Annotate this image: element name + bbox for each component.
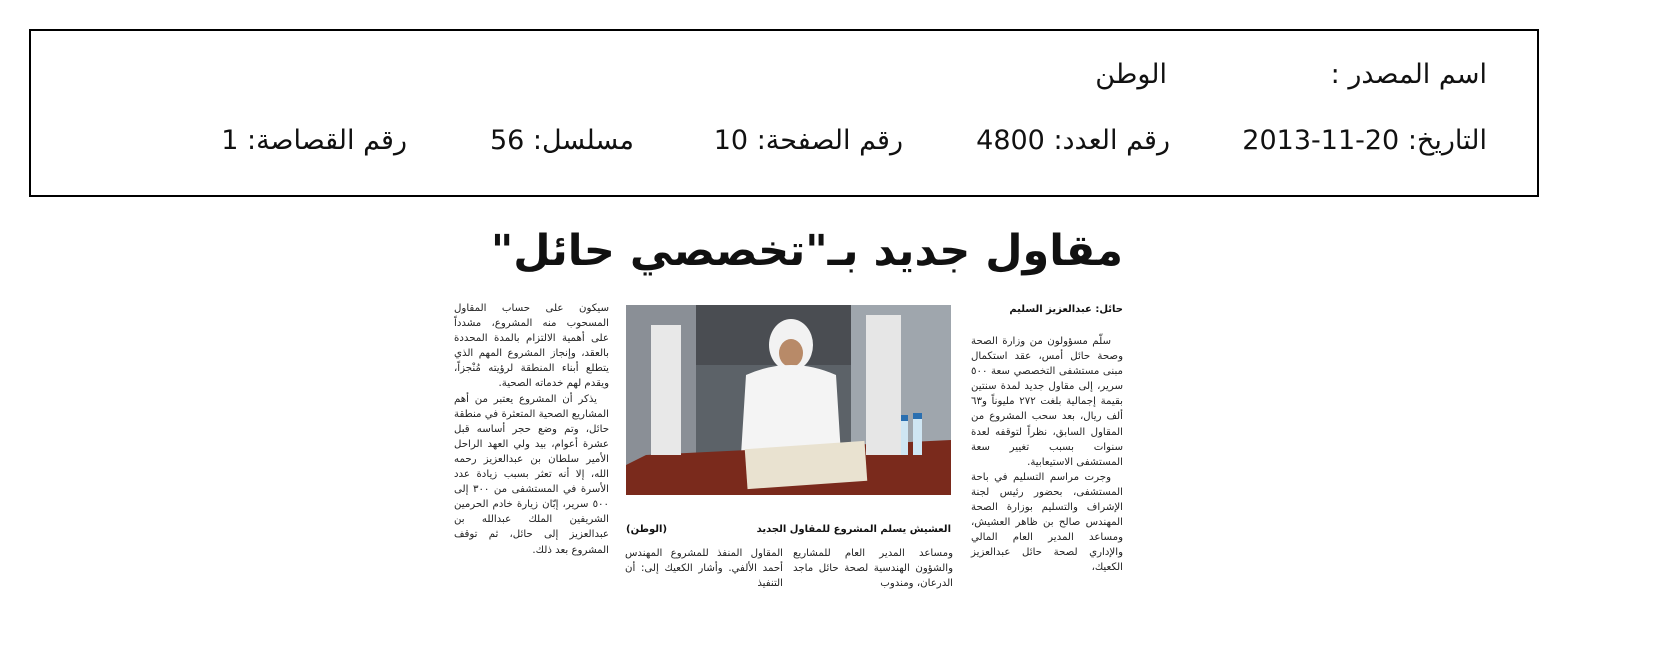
- photo-illustration: [626, 305, 951, 495]
- article-byline: حائل: عبدالعزيز السليم: [1009, 304, 1123, 315]
- paragraph: وجرت مراسم التسليم في باحة المستشفى، بحضور رئيس لجنة الإشراف والتسليم بوزارة الصحة المهندس صالح بن ظاهر العشيش، ومساعد المدير العام المالي والإداري لصحة حائل عبدالعزيز الكعيك،: [971, 471, 1123, 574]
- paragraph: ومساعد المدير العام للمشاريع والشؤون الهندسية لصحة حائل ماجد الدرعان، ومندوب: [793, 548, 953, 590]
- paragraph: المقاول المنفذ للمشروع المهندس أحمد الألفي. وأشار الكعيك إلى: أن التنفيذ: [625, 548, 783, 590]
- article-column-right: [971, 334, 1123, 576]
- issue-number-field: رقم العدد: 4800: [976, 125, 1170, 156]
- date-field: التاريخ: 20-11-2013: [1242, 125, 1487, 156]
- newspaper-article: [455, 228, 1123, 668]
- photo-credit: (الوطن): [626, 524, 668, 535]
- caption-text: العشيش يسلم المشروع للمقاول الجديد: [756, 524, 951, 535]
- source-value: الوطن: [1095, 59, 1167, 90]
- photo-caption: [626, 524, 951, 535]
- page-number-field: رقم الصفحة: 10: [713, 125, 903, 156]
- article-photo: [626, 305, 951, 495]
- clipping-number-field: رقم القصاصة: 1: [221, 125, 407, 156]
- article-headline: مقاول جديد بـ"تخصصي حائل": [490, 226, 1123, 276]
- serial-field: مسلسل: 56: [489, 125, 634, 156]
- paragraph: سلّم مسؤولون من وزارة الصحة وصحة حائل أمس، عقد استكمال مبنى مستشفى التخصصي سعة ٥٠٠ سرير، إلى مقاول جديد لمدة سنتين بقيمة إجمالية بلغت ٢٧٢ مليوناً و٦٣ ألف ريال، بعد سحب المشروع من المقاول السابق، نظراً لتوقفه لعدة سنوات بسبب تغيير سعة المستشفى الاستيعابية.: [971, 336, 1123, 468]
- article-column-mid-a: [793, 546, 953, 591]
- paragraph: يذكر أن المشروع يعتبر من أهم المشاريع الصحية المتعثرة في منطقة حائل، وتم وضع حجر أساسه قبل عشرة أعوام، بيد ولي العهد الراحل الأمير سلطان بن عبدالعزيز رحمه الله، إلا أنه تعثر بسبب زيادة عدد الأسرة في المستشفى من ٣٠٠ إلى ٥٠٠ سرير، إبّان زيارة خادم الحرمين الشريفين الملك عبدالله بن عبدالعزيز إلى حائل، ثم توقف المشروع بعد ذلك.: [454, 393, 609, 556]
- paragraph: سيكون على حساب المقاول المسحوب منه المشروع، مشدداً على أهمية الالتزام بالمدة المحددة بالعقد، وإنجاز المشروع المهم الذي يتطلع أبناء المنطقة لرؤيته مُنْجزاً، ويقدم لهم خدماته الصحية.: [454, 303, 609, 390]
- article-column-left: [454, 301, 609, 558]
- clipping-metadata-box: [29, 29, 1539, 197]
- source-label: اسم المصدر :: [1330, 59, 1487, 90]
- article-column-mid-b: [625, 546, 783, 591]
